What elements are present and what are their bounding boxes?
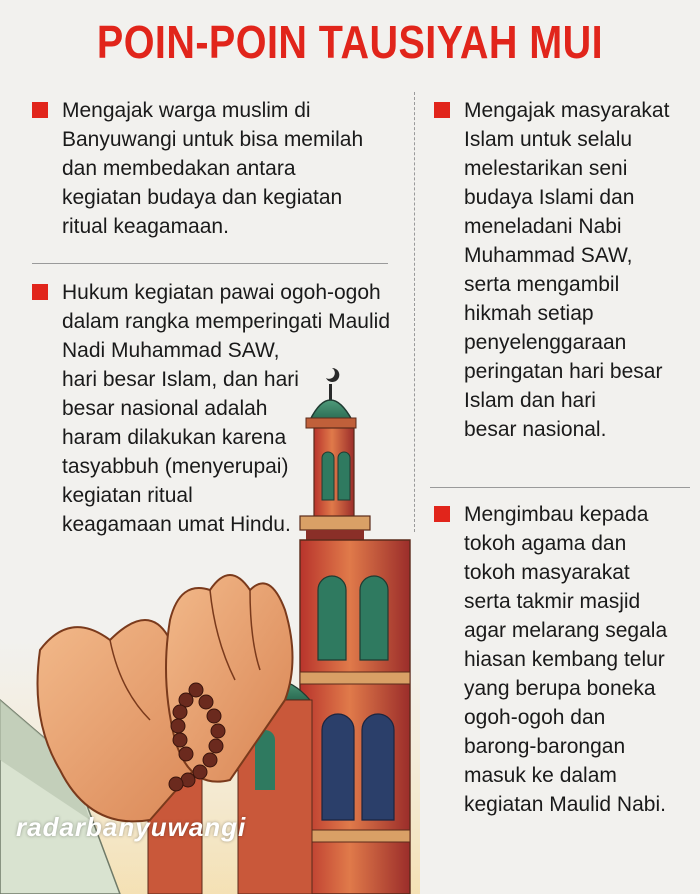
page-title: POIN-POIN TAUSIYAH MUI xyxy=(96,16,604,68)
point-item: Mengajak masyarakat Islam untuk selalu melestarikan seni budaya Islami dan meneladani Nabi Muhammad SAW, serta mengambil hikmah setiap penyelenggaraan peringatan hari besar Islam dan hari besar nasional. xyxy=(464,96,669,444)
point-item: Mengajak warga muslim di Banyuwangi untuk bisa memilah dan membedakan antara kegiatan budaya dan kegiatan ritual keagamaan. xyxy=(62,96,363,241)
section-divider xyxy=(32,263,388,264)
bullet-square-icon xyxy=(434,102,450,118)
point-item: Mengimbau kepada tokoh agama dan tokoh masyarakat serta takmir masjid agar melarang segala hiasan kembang telur yang berupa boneka ogoh-ogoh dan barong-barongan masuk ke dalam kegiatan Maulid Nabi. xyxy=(464,500,667,819)
bullet-square-icon xyxy=(434,506,450,522)
brand-part2: banyuwangi xyxy=(86,812,247,842)
brand-part1: radar xyxy=(16,812,87,842)
section-divider xyxy=(430,487,690,488)
bullet-square-icon xyxy=(32,284,48,300)
point-item: Hukum kegiatan pawai ogoh-ogoh dalam rangka memperingati Maulid Nadi Muhammad SAW, hari besar Islam, dan hari besar nasional adalah haram dilakukan karena tasyabbuh (menyerupai) kegiatan ritual keagamaan umat Hindu. xyxy=(62,278,390,539)
brand-logo xyxy=(16,812,246,843)
bullet-square-icon xyxy=(32,102,48,118)
column-divider xyxy=(414,92,415,532)
